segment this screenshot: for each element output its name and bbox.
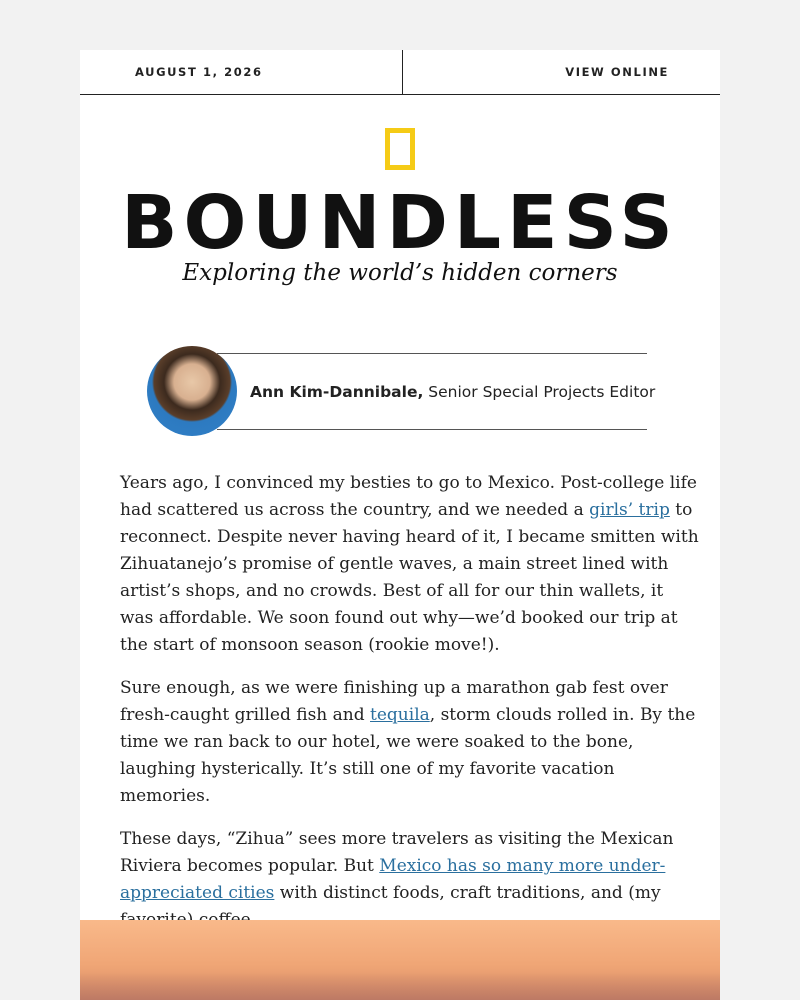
byline-text (250, 383, 655, 401)
author-role: Senior Special Projects Editor (423, 383, 656, 401)
paragraph-2 (120, 675, 700, 810)
hero-horizon (80, 972, 720, 1000)
paragraph-text: These days, “Zihua” sees more travelers as visiting the Mexican Riviera becomes popular. But (120, 829, 674, 876)
author-byline (147, 338, 656, 438)
issue-date: AUGUST 1, 2026 (80, 50, 403, 94)
tequila-link[interactable]: tequila (370, 705, 430, 725)
view-online-cell (403, 50, 721, 94)
mexico-cities-link[interactable]: Mexico has so many more under-appreciated cities (120, 856, 666, 903)
paragraph-text: , storm clouds rolled in. By the time we ran back to our hotel, we were soaked to the bone, laughing hysterically. It’s still one of my favorite vacation memories. (120, 705, 696, 806)
byline-top-rule (217, 353, 647, 354)
email-body (80, 50, 720, 1000)
author-avatar (147, 346, 237, 436)
girls-trip-link[interactable]: girls’ trip (589, 500, 670, 520)
paragraph-text: Sure enough, as we were finishing up a marathon gab fest over fresh-caught grilled fish and (120, 678, 668, 725)
email-header-bar (80, 50, 720, 95)
paragraph-3 (120, 826, 700, 934)
byline-bottom-rule (217, 429, 647, 430)
paragraph-1 (120, 470, 700, 659)
author-name: Ann Kim-Dannibale, (250, 383, 424, 401)
hero-image-sunset (80, 920, 720, 1000)
paragraph-text: to reconnect. Despite never having heard of it, I became smitten with Zihuatanejo’s promise of gentle waves, a main street lined with artist’s shops, and no crowds. Best of all for our thin wallets, it was affordable. We soon found out why—we’d booked our trip at the start of monsoon season (rookie move!). (120, 500, 699, 655)
view-online-link[interactable]: VIEW ONLINE (565, 65, 669, 79)
paragraph-text: Years ago, I convinced my besties to go to Mexico. Post-college life had scattered us across the country, and we needed a (120, 473, 697, 520)
newsletter-tagline: Exploring the world’s hidden corners (182, 260, 618, 286)
paragraph-text: with distinct foods, craft traditions, and (my (279, 883, 661, 903)
article-body (120, 470, 700, 950)
newsletter-masthead: BOUNDLESS (121, 180, 679, 266)
yellow-border-logo-icon (385, 128, 415, 170)
